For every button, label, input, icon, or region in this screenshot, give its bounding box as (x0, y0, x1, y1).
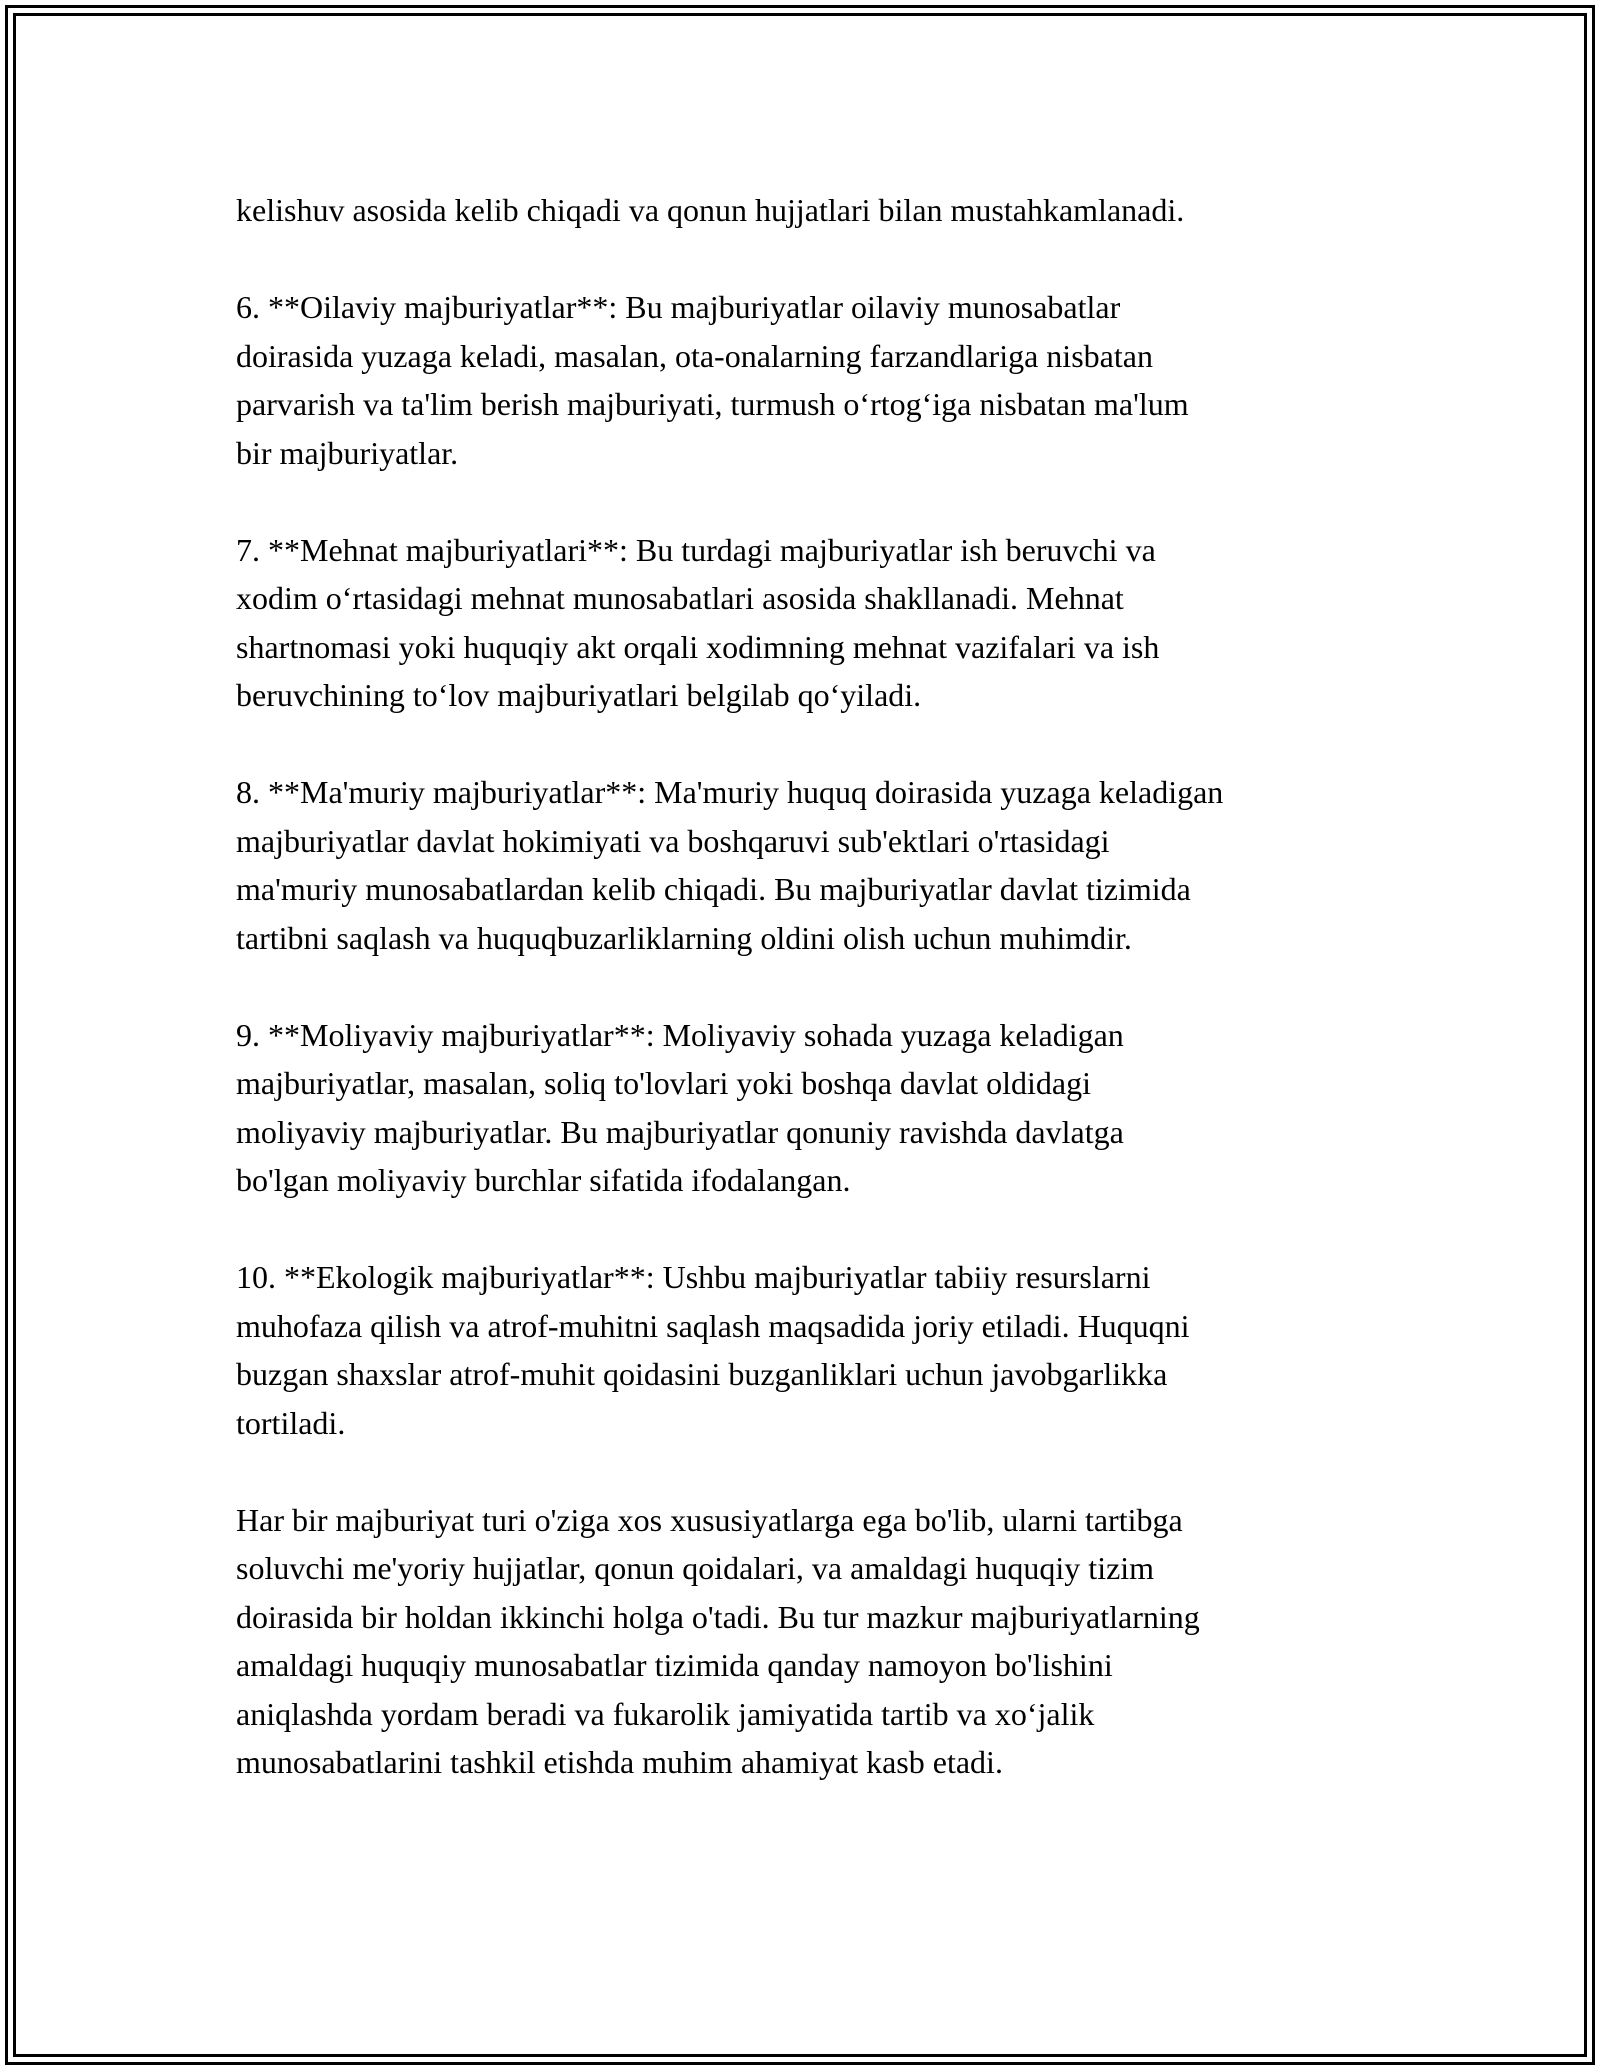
text-line: doirasida yuzaga keladi, masalan, ota-onalarning farzandlariga nisbatan (236, 337, 1153, 374)
paragraph-conclusion (236, 1496, 1376, 1787)
text-line: munosabatlarini tashkil etishda muhim ahamiyat kasb etadi. (236, 1744, 1003, 1780)
text-line: soluvchi me'yoriy hujjatlar, qonun qoidalari, va amaldagi huquqiy tizim (236, 1550, 1155, 1586)
paragraph-oilaviy (236, 283, 1376, 477)
text-line: 10. **Ekologik majburiyatlar**: Ushbu majburiyatlar tabiiy resurslarni (236, 1259, 1151, 1295)
text-line: ma'muriy munosabatlardan kelib chiqadi. Bu majburiyatlar davlat tizimida (236, 871, 1191, 907)
paragraph-moliyaviy (236, 1011, 1376, 1205)
text-line: 8. **Ma'muriy majburiyatlar**: Ma'muriy huquq doirasida yuzaga keladigan (236, 774, 1224, 810)
text-line: majburiyatlar davlat hokimiyati va boshqaruvi sub'ektlari o'rtasidagi (236, 822, 1110, 859)
text-line: moliyaviy majburiyatlar. Bu majburiyatlar qonuniy ravishda davlatga (236, 1113, 1124, 1150)
document-body (236, 186, 1376, 1835)
text-line: bir majburiyatlar. (236, 434, 459, 471)
text-line: beruvchining to‘lov majburiyatlari belgilab qo‘yiladi. (236, 677, 922, 713)
text-line: buzgan shaxslar atrof-muhit qoidasini buzganliklari uchun javobgarlikka (236, 1356, 1168, 1392)
text-line: 9. **Moliyaviy majburiyatlar**: Moliyaviy sohada yuzaga keladigan (236, 1016, 1124, 1053)
paragraph-mehnat (236, 526, 1376, 720)
text-line: majburiyatlar, masalan, soliq to'lovlari yoki boshqa davlat oldidagi (236, 1065, 1091, 1101)
text-line: Har bir majburiyat turi o'ziga xos xususiyatlarga ega bo'lib, ularni tartibga (236, 1501, 1183, 1538)
text-line: 7. **Mehnat majburiyatlari**: Bu turdagi majburiyatlar ish beruvchi va (236, 531, 1156, 568)
text-line: parvarish va ta'lim berish majburiyati, turmush o‘rtog‘iga nisbatan ma'lum (236, 386, 1189, 422)
text-line: aniqlashda yordam beradi va fukarolik jamiyatida tartib va xo‘jalik (236, 1695, 1095, 1732)
text-line: tartibni saqlash va huquqbuzarliklarning oldini olish uchun muhimdir. (236, 919, 1132, 956)
text-line: amaldagi huquqiy munosabatlar tizimida qanday namoyon bo'lishini (236, 1647, 1113, 1683)
text-line: tortiladi. (236, 1404, 346, 1441)
text-line: 6. **Oilaviy majburiyatlar**: Bu majburiyatlar oilaviy munosabatlar (236, 289, 1121, 325)
text-line: kelishuv asosida kelib chiqadi va qonun hujjatlari bilan mustahkamlanadi. (236, 192, 1185, 228)
paragraph-continuation (236, 186, 1376, 235)
text-line: bo'lgan moliyaviy burchlar sifatida ifodalangan. (236, 1162, 851, 1198)
text-line: shartnomasi yoki huquqiy akt orqali xodimning mehnat vazifalari va ish (236, 628, 1160, 665)
paragraph-mamuriy (236, 768, 1376, 962)
text-line: doirasida bir holdan ikkinchi holga o'tadi. Bu tur mazkur majburiyatlarning (236, 1598, 1200, 1635)
paragraph-ekologik (236, 1253, 1376, 1447)
text-line: xodim o‘rtasidagi mehnat munosabatlari asosida shakllanadi. Mehnat (236, 580, 1124, 616)
text-line: muhofaza qilish va atrof-muhitni saqlash maqsadida joriy etiladi. Huquqni (236, 1307, 1190, 1344)
